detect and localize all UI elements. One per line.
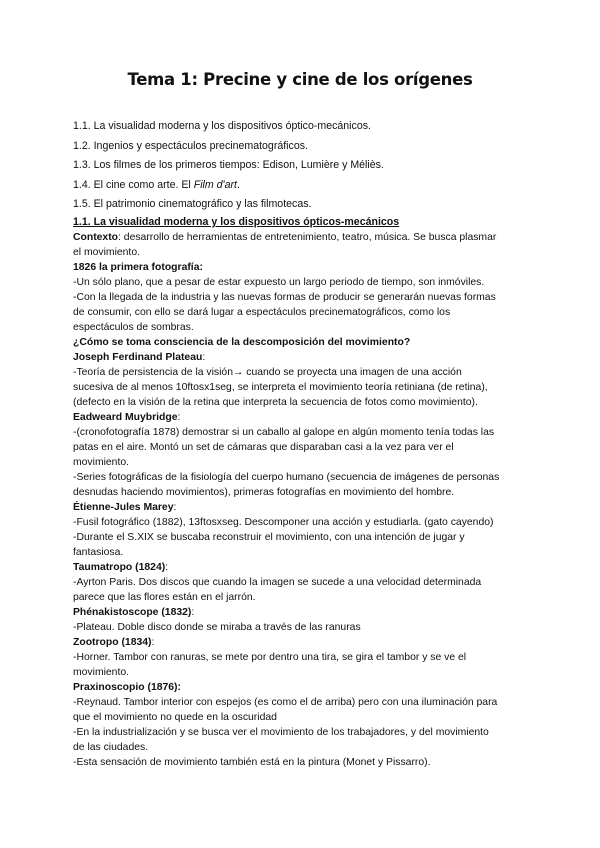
line-text: : desarrollo de herramientas de entretenimiento, teatro, música. Se busca plasmar — [118, 232, 497, 243]
line-label: Joseph Ferdinand Plateau — [73, 352, 203, 363]
line-label: Praxinoscopio (1876): — [73, 682, 181, 693]
toc-item — [73, 176, 543, 196]
toc-item-emphasis: Film d'art — [193, 178, 237, 191]
line-text: : — [151, 637, 155, 648]
paragraph-line: espectáculos de sombras. — [73, 322, 194, 333]
line-text: : — [191, 607, 195, 618]
paragraph-line: patas en el aire. Montó un set de cámaras que disparaban casi a la vez para ver el — [73, 442, 454, 453]
paragraph-line: -En la industrialización y se busca ver el movimiento de los trabajadores, y del movimiento — [73, 727, 489, 738]
line-text: : — [173, 502, 177, 513]
labeled-line — [73, 605, 533, 620]
paragraph-line: movimiento. — [73, 457, 130, 468]
paragraph-line: -Ayrton Paris. Dos discos que cuando la imagen se sucede a una velocidad determinada — [73, 577, 482, 588]
paragraph-line: -Horner. Tambor con ranuras, se mete por dentro una tira, se gira el tambor y se ve el — [73, 652, 467, 663]
toc-item-text: . — [236, 178, 240, 191]
toc-item: 1.5. El patrimonio cinematográfico y las filmotecas. — [73, 198, 312, 210]
toc-item-text: 1.4. El cine como arte. El — [73, 178, 194, 191]
line-label: Eadweard Muybridge — [73, 412, 178, 423]
section-heading: 1.1. La visualidad moderna y los dispositivos ópticos-mecánicos — [73, 216, 400, 228]
labeled-line — [73, 230, 533, 245]
paragraph-line: (defecto en la visión de la retina que interpreta la secuencia de fotos como movimiento). — [73, 397, 478, 408]
labeled-line — [73, 350, 533, 365]
line-text: : — [177, 412, 181, 423]
line-label: Phénakistoscope (1832) — [73, 607, 192, 618]
subheading: 1826 la primera fotografía: — [73, 262, 203, 273]
paragraph-line: -(cronofotografía 1878) demostrar si un caballo al galope en algún momento tenía todas las — [73, 427, 495, 438]
paragraph-line: -Series fotográficas de la fisiología del cuerpo humano (secuencia de imágenes de personas — [73, 472, 500, 483]
paragraph-line: -Durante el S.XIX se buscaba reconstruir el movimiento, con una intención de jugar y — [73, 532, 465, 543]
paragraph-line: de las ciudades. — [73, 742, 149, 753]
paragraph-line: -Un sólo plano, que a pesar de estar expuesto un largo periodo de tiempo, son inmóviles. — [73, 277, 485, 288]
paragraph-line: -Reynaud. Tambor interior con espejos (es como el de arriba) pero con una iluminación para — [73, 697, 498, 708]
paragraph-line: fantasiosa. — [73, 547, 124, 558]
paragraph-line: que el movimiento no quede en la oscuridad — [73, 712, 277, 723]
paragraph-line: -Fusil fotográfico (1882), 13ftosxseg. Descomponer una acción y estudiarla. (gato cayendo) — [73, 517, 494, 528]
labeled-line — [73, 680, 533, 695]
paragraph-line: parece que las flores están en el jarrón. — [73, 592, 256, 603]
line-text: : — [165, 562, 169, 573]
toc-item: 1.2. Ingenios y espectáculos precinematográficos. — [73, 139, 308, 152]
labeled-line — [73, 500, 533, 515]
paragraph-line: sucesiva de al menos 10ftosx1seg, se interpreta el movimiento teoría retiniana (de retina), — [73, 382, 488, 393]
subheading: ¿Cómo se toma consciencia de la descomposición del movimiento? — [73, 337, 411, 348]
line-label: Contexto — [73, 232, 119, 243]
paragraph-line: movimiento. — [73, 667, 130, 678]
paragraph-line: de consumir, con ello se dará lugar a espectáculos precinematográficos, como los — [73, 307, 451, 318]
document-body — [73, 215, 533, 770]
paragraph-line: -Teoría de persistencia de la visión→ cuando se proyecta una imagen de una acción — [73, 367, 462, 378]
paragraph-line: -Con la llegada de la industria y las nuevas formas de producir se generarán nuevas formas — [73, 292, 496, 303]
labeled-line — [73, 635, 533, 650]
line-label: Taumatropo (1824) — [73, 562, 166, 573]
line-label: Étienne-Jules Marey — [73, 502, 174, 513]
paragraph-line: -Esta sensación de movimiento también está en la pintura (Monet y Pissarro). — [73, 757, 431, 768]
toc-item: 1.3. Los filmes de los primeros tiempos: Edison, Lumière y Méliès. — [73, 159, 384, 171]
line-label: Zootropo (1834) — [73, 637, 152, 648]
paragraph-line: desnudas haciendo movimientos), primeras fotografías en movimiento del hombre. — [73, 487, 455, 498]
paragraph-line: el movimiento. — [73, 247, 140, 258]
line-text: : — [202, 352, 206, 363]
document-title: Tema 1: Precine y cine de los orígenes — [127, 70, 473, 89]
toc-item: 1.1. La visualidad moderna y los dispositivos óptico-mecánicos. — [73, 120, 371, 132]
paragraph-line: -Plateau. Doble disco donde se miraba a través de las ranuras — [73, 622, 361, 633]
labeled-line — [73, 410, 533, 425]
labeled-line — [73, 560, 533, 575]
table-of-contents — [73, 117, 543, 215]
